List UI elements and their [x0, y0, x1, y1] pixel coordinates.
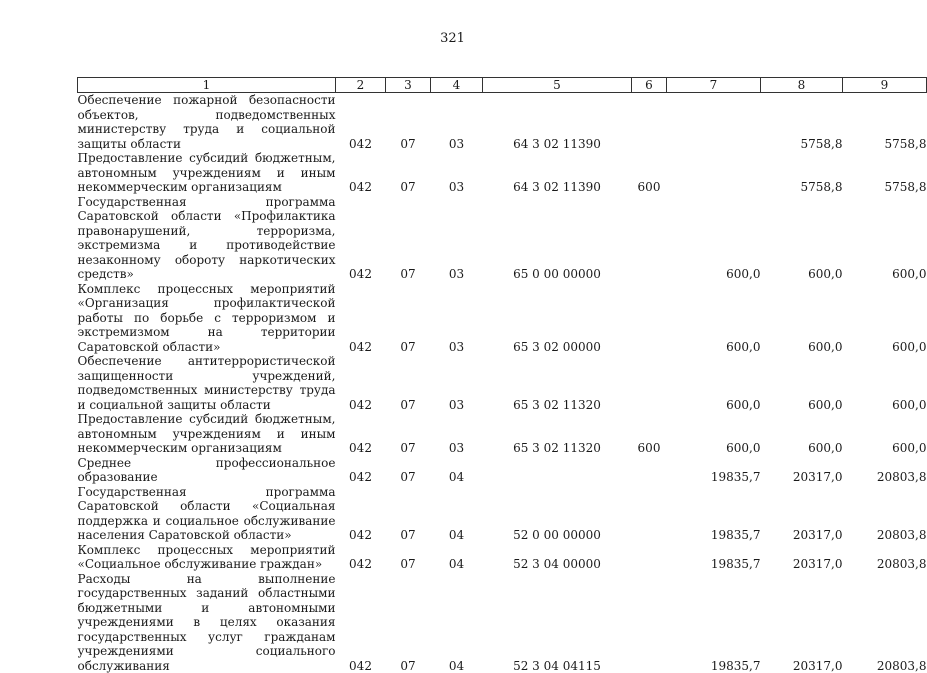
- header-cell: 9: [843, 78, 927, 93]
- col-8: 600,0: [761, 412, 843, 456]
- col-9: 20803,8: [843, 572, 927, 673]
- col-2: 042: [336, 354, 386, 412]
- row-description: Государственная программа Саратовской области «Социальная поддержка и социальное обслуживание населения Саратовской области»: [78, 485, 336, 543]
- col-8: 5758,8: [761, 151, 843, 195]
- table-row: [78, 151, 927, 195]
- row-description: Комплекс процессных мероприятий «Организация профилактической работы по борьбе с терроризмом и экстремизмом на территории Саратовской области»: [78, 282, 336, 355]
- col-5: 52 0 00 00000: [483, 485, 632, 543]
- header-cell: 7: [667, 78, 761, 93]
- col-2: 042: [336, 282, 386, 355]
- col-4: 03: [431, 354, 483, 412]
- col-3: 07: [386, 151, 431, 195]
- col-5: 65 0 00 00000: [483, 195, 632, 282]
- col-9: 600,0: [843, 195, 927, 282]
- table-row: [78, 412, 927, 456]
- col-5: 65 3 02 00000: [483, 282, 632, 355]
- col-8: 600,0: [761, 195, 843, 282]
- header-cell: 5: [483, 78, 632, 93]
- header-cell: 1: [78, 78, 336, 93]
- col-8: 600,0: [761, 354, 843, 412]
- col-6: 600: [632, 151, 667, 195]
- col-9: 600,0: [843, 282, 927, 355]
- table-row: [78, 485, 927, 543]
- col-6: [632, 195, 667, 282]
- col-5: 52 3 04 00000: [483, 543, 632, 572]
- col-4: 04: [431, 572, 483, 673]
- col-7: 600,0: [667, 354, 761, 412]
- col-6: [632, 485, 667, 543]
- col-3: 07: [386, 282, 431, 355]
- col-3: 07: [386, 572, 431, 673]
- col-2: 042: [336, 151, 386, 195]
- col-3: 07: [386, 456, 431, 485]
- col-5: 65 3 02 11320: [483, 412, 632, 456]
- col-9: 20803,8: [843, 456, 927, 485]
- col-6: [632, 543, 667, 572]
- col-2: 042: [336, 195, 386, 282]
- col-2: 042: [336, 543, 386, 572]
- col-7: 19835,7: [667, 572, 761, 673]
- col-2: 042: [336, 93, 386, 152]
- col-5: 64 3 02 11390: [483, 93, 632, 152]
- col-9: 600,0: [843, 412, 927, 456]
- page-number: 321: [0, 31, 905, 46]
- col-6: [632, 354, 667, 412]
- table-row: [78, 93, 927, 152]
- col-8: 20317,0: [761, 485, 843, 543]
- col-9: 20803,8: [843, 485, 927, 543]
- col-4: 03: [431, 93, 483, 152]
- header-cell: 3: [386, 78, 431, 93]
- col-9: 5758,8: [843, 151, 927, 195]
- col-3: 07: [386, 93, 431, 152]
- col-4: 03: [431, 282, 483, 355]
- row-description: Обеспечение антитеррористической защищенности учреждений, подведомственных министерству труда и социальной защиты области: [78, 354, 336, 412]
- col-6: 600: [632, 412, 667, 456]
- row-description: Предоставление субсидий бюджетным, автономным учреждениям и иным некоммерческим организациям: [78, 151, 336, 195]
- row-description: Государственная программа Саратовской области «Профилактика правонарушений, терроризма, экстремизма и противодействие незаконному обороту наркотических средств»: [78, 195, 336, 282]
- budget-table: [77, 77, 927, 673]
- row-description: Среднее профессиональное образование: [78, 456, 336, 485]
- col-7: 600,0: [667, 195, 761, 282]
- row-description: Предоставление субсидий бюджетным, автономным учреждениям и иным некоммерческим организациям: [78, 412, 336, 456]
- col-2: 042: [336, 412, 386, 456]
- table-row: [78, 543, 927, 572]
- header-cell: 4: [431, 78, 483, 93]
- col-9: 600,0: [843, 354, 927, 412]
- col-4: 03: [431, 151, 483, 195]
- row-description: Комплекс процессных мероприятий «Социальное обслуживание граждан»: [78, 543, 336, 572]
- col-3: 07: [386, 195, 431, 282]
- col-4: 03: [431, 412, 483, 456]
- col-2: 042: [336, 456, 386, 485]
- col-7: [667, 93, 761, 152]
- col-7: 600,0: [667, 282, 761, 355]
- header-cell: 6: [632, 78, 667, 93]
- col-4: 04: [431, 543, 483, 572]
- header-cell: 2: [336, 78, 386, 93]
- col-9: 5758,8: [843, 93, 927, 152]
- col-3: 07: [386, 412, 431, 456]
- col-5: 65 3 02 11320: [483, 354, 632, 412]
- col-5: 64 3 02 11390: [483, 151, 632, 195]
- col-7: 19835,7: [667, 456, 761, 485]
- header-cell: 8: [761, 78, 843, 93]
- table-row: [78, 456, 927, 485]
- header-row: [78, 78, 927, 93]
- col-7: 600,0: [667, 412, 761, 456]
- col-3: 07: [386, 485, 431, 543]
- col-6: [632, 456, 667, 485]
- col-6: [632, 282, 667, 355]
- col-5: [483, 456, 632, 485]
- table-row: [78, 354, 927, 412]
- col-8: 5758,8: [761, 93, 843, 152]
- col-3: 07: [386, 543, 431, 572]
- col-8: 20317,0: [761, 543, 843, 572]
- table-row: [78, 195, 927, 282]
- col-6: [632, 572, 667, 673]
- col-9: 20803,8: [843, 543, 927, 572]
- row-description: Расходы на выполнение государственных заданий областными бюджетными и автономными учреждениями в целях оказания государственных услуг гражданам учреждениями социального обслуживания: [78, 572, 336, 673]
- col-2: 042: [336, 485, 386, 543]
- col-5: 52 3 04 04115: [483, 572, 632, 673]
- table-row: [78, 282, 927, 355]
- col-4: 03: [431, 195, 483, 282]
- row-description: Обеспечение пожарной безопасности объектов, подведомственных министерству труда и социальной защиты области: [78, 93, 336, 152]
- col-4: 04: [431, 485, 483, 543]
- col-7: 19835,7: [667, 485, 761, 543]
- col-4: 04: [431, 456, 483, 485]
- col-3: 07: [386, 354, 431, 412]
- col-2: 042: [336, 572, 386, 673]
- col-7: [667, 151, 761, 195]
- col-6: [632, 93, 667, 152]
- col-8: 20317,0: [761, 456, 843, 485]
- col-8: 600,0: [761, 282, 843, 355]
- col-7: 19835,7: [667, 543, 761, 572]
- table-row: [78, 572, 927, 673]
- col-8: 20317,0: [761, 572, 843, 673]
